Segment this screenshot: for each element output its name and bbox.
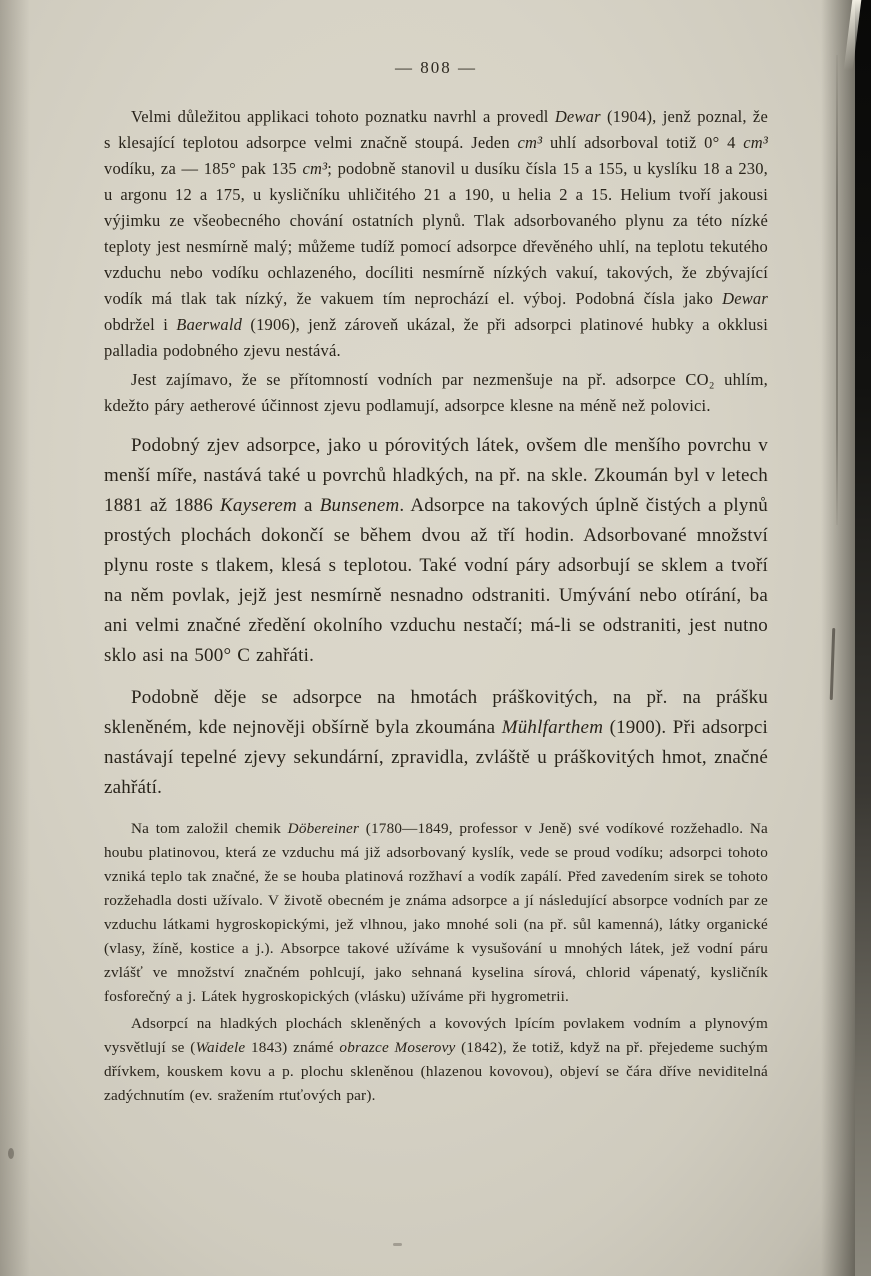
paragraph [104, 1012, 768, 1108]
emphasized-text: Baerwald [176, 315, 243, 334]
body-text: . Adsorpce na takových úplně čistých a plynů prostých plochách dokončí se během dvou až tří hodin. Adsorbované množství plynu roste s tlakem, klesá s teplotou. Také vodní páry adsorbují se sklem a tvoří na něm povlak, jejž jest nesmírně nesnadno odstraniti. Umývání nebo otírání, ba ani velmi značné zředění okolního vzduchu nestačí; má-li se odstraniti, jest nutno sklo asi na 500° C zahřáti. [104, 495, 768, 666]
emphasized-text: Kayserem [220, 495, 297, 516]
paragraph [104, 817, 768, 1009]
paragraph [104, 431, 768, 671]
bottom-left-ink-mark [8, 1148, 14, 1159]
emphasized-text: cm³ [743, 133, 769, 152]
body-text: Podobně děje se adsorpce na hmotách práškovitých, na př. na prášku skleněném, kde nejnověji obšírně byla zkoumána [104, 687, 768, 738]
body-text: (1842), že totiž, když na př. přejedeme suchým dřívkem, kouskem kovu a p. plochu skleněnou (hlazenou kovovou), objeví se čára dříve neviditelná zadýchnutím (ev. sražením rtuťových par). [104, 1039, 768, 1104]
emphasized-text: cm³ [302, 159, 328, 178]
emphasized-text: Waidele [195, 1039, 246, 1056]
page-edge-shadow [855, 0, 871, 1276]
body-text: obdržel i [104, 315, 177, 334]
body-text: Podobný zjev adsorpce, jako u pórovitých látek, ovšem dle menšího povrchu v menší míře, nastává také u povrchů hladkých, na př. na skle. Zkoumán byl v letech 1881 až 1886 [104, 435, 768, 516]
body-text: (1900). Při adsorpci nastávají tepelné zjevy sekundární, zpravidla, zvláště u práškovitých hmot, značné zahřátí. [104, 717, 768, 798]
body-text: (1904), jenž poznal, že s klesající teplotou adsorpce velmi značně stoupá. Jeden [104, 107, 768, 152]
body-text: a [296, 495, 320, 516]
emphasized-text: Bunsenem [319, 495, 400, 516]
body-text: vodíku, za — 185° pak 135 [104, 159, 303, 178]
page-number: — 808 — [395, 58, 477, 77]
emphasized-text: cm³ [517, 133, 543, 152]
body-text: Adsorpcí na hladkých plochách skleněných a kovových lpícím povlakem vodním a plynovým vysvětlují se ( [104, 1015, 768, 1056]
emphasized-text: Dewar [554, 107, 601, 126]
body-text: Na tom založil chemik [131, 820, 288, 837]
body-text: ; podobně stanovil u dusíku čísla 15 a 155, u kyslíku 18 a 230, u argonu 12 a 175, u kysličníku uhličitého 21 a 190, u helia 2 a 15. Helium tvoří jakousi výjimku ze všeobecného chování ostatních plynů. Tlak adsorbovaného plynu za této nízké teploty jest nesmírně malý; můžeme tudíž pomocí adsorpce dřevěného uhlí, na teplotu tekutého vzduchu nebo vodíku ochlazeného, docíliti nesmírně nízkých vakuí, takových, že zbývající vodík má tlak tak nízký, že vakuem tím neprochází el. výboj. Podobná čísla jako [104, 159, 768, 308]
bottom-center-ink-mark [393, 1243, 402, 1246]
body-text: Jest zajímavo, že se přítomností vodních par nezmenšuje na př. adsorpce CO₂ uhlím, kdežto páry aetherové účinnost zjevu podlamují, adsorpce klesne na méně než polovici. [104, 370, 768, 415]
paragraph [104, 104, 768, 364]
body-text: (1906), jenž zároveň ukázal, že při adsorpci platinové hubky a okklusi palladia podobného zjevu nestává. [104, 315, 768, 360]
emphasized-text: obrazce Moserovy [339, 1039, 456, 1056]
body-text: 1843) známé [245, 1039, 340, 1056]
paragraph [104, 683, 768, 803]
emphasized-text: Döbereiner [287, 820, 360, 837]
emphasized-text: Dewar [722, 289, 768, 308]
emphasized-text: Mühlfarthem [501, 717, 604, 738]
left-edge-shadow [0, 0, 30, 1276]
body-text: (1780—1849, professor v Jeně) své vodíkové rozžehadlo. Na houbu platinovou, která ze vzduchu má již adsorbovaný kyslík, vede se proud vodíku; adsorpci tohoto vzniká teplo tak značné, že se houba platinová rozžhaví a vodík zapálí. Před zavedením sirek se tohoto rozžehadla dosti užívalo. V životě obecném je známa adsorpce a jí následující absorpce vodních par ze vzduchu látkami hygroskopickými, jež vlhnou, jako mnohé soli (na př. sůl kamenná), látky organické (vlasy, žíně, kostice a j.). Absorpce takové užíváme k vysušování u mnohých látek, jež vodní páru zvlášť ve množství značném pohlcují, jako sehnaná kyselina sírová, chlorid vápenatý, kysličník fosforečný a j. Látek hygroskopických (vlásku) užíváme při hygrometrii. [104, 820, 769, 1005]
text-block [104, 58, 768, 1108]
body-text: uhlí adsorboval totiž 0° 4 [542, 133, 744, 152]
body-text: Velmi důležitou applikaci tohoto poznatku navrhl a provedl [131, 107, 555, 126]
paragraph [104, 367, 768, 419]
